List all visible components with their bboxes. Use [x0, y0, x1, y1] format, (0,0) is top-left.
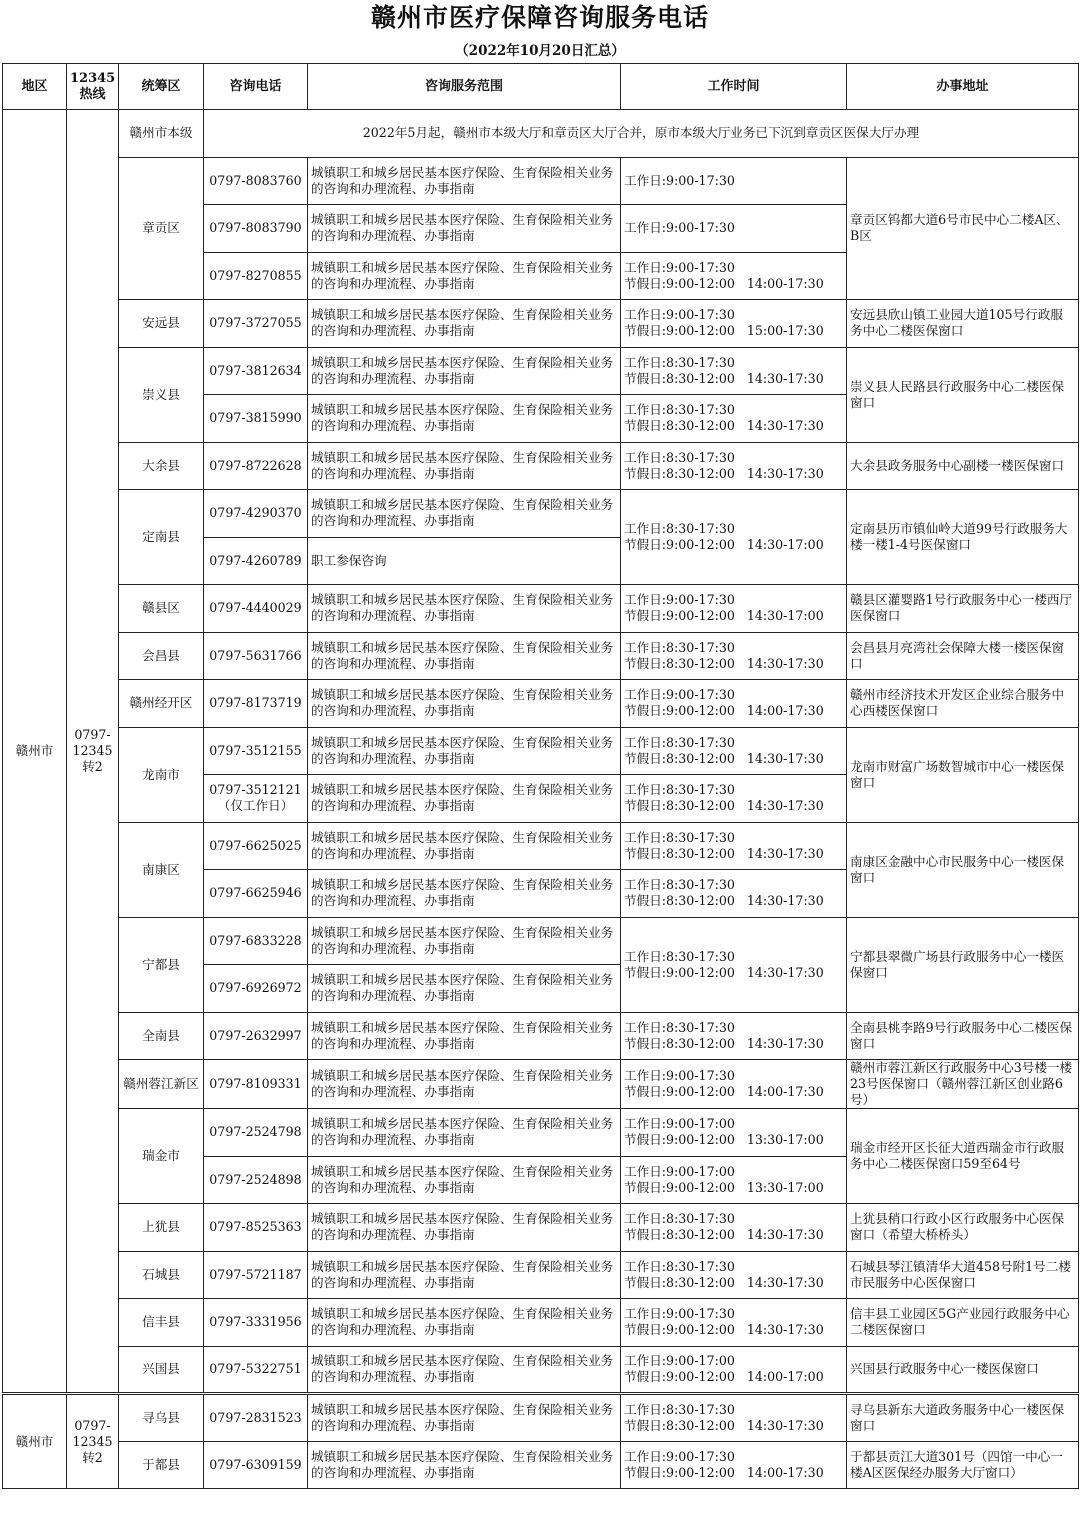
phone-number[interactable]: 0797-3331956	[204, 1299, 308, 1347]
service-scope: 城镇职工和城乡居民基本医疗保险、生育保险相关业务的咨询和办理流程、办事指南	[308, 347, 621, 395]
table-row	[3, 1109, 1079, 1157]
table-row	[3, 727, 1079, 775]
service-scope: 城镇职工和城乡居民基本医疗保险、生育保险相关业务的咨询和办理流程、办事指南	[308, 775, 621, 823]
service-scope: 城镇职工和城乡居民基本医疗保险、生育保险相关业务的咨询和办理流程、办事指南	[308, 252, 621, 300]
table-row	[3, 157, 1079, 205]
table-row	[3, 632, 1079, 680]
header-phone: 咨询电话	[204, 64, 308, 110]
work-hours: 工作日:8:30-17:30 节假日:8:30-12:00 14:30-17:30	[621, 1394, 847, 1442]
service-scope: 城镇职工和城乡居民基本医疗保险、生育保险相关业务的咨询和办理流程、办事指南	[308, 1204, 621, 1252]
office-address: 寻乌县新东大道政务服务中心一楼医保窗口	[847, 1394, 1079, 1442]
service-scope: 城镇职工和城乡居民基本医疗保险、生育保险相关业务的咨询和办理流程、办事指南	[308, 727, 621, 775]
table-header-row	[3, 64, 1079, 110]
work-hours: 工作日:8:30-17:30 节假日:8:30-12:00 14:30-17:30	[621, 632, 847, 680]
service-scope: 城镇职工和城乡居民基本医疗保险、生育保险相关业务的咨询和办理流程、办事指南	[308, 1394, 621, 1442]
phone-number[interactable]: 0797-5721187	[204, 1251, 308, 1299]
table-row	[3, 1441, 1079, 1489]
table-row	[3, 1251, 1079, 1299]
service-scope: 城镇职工和城乡居民基本医疗保险、生育保险相关业务的咨询和办理流程、办事指南	[308, 490, 621, 538]
header-district: 统筹区	[119, 64, 204, 110]
work-hours: 工作日:8:30-17:30 节假日:9:00-12:00 14:30-17:00	[621, 490, 847, 585]
work-hours: 工作日:8:30-17:30 节假日:8:30-12:00 14:30-17:30	[621, 775, 847, 823]
work-hours: 工作日:8:30-17:30 节假日:8:30-12:00 14:30-17:30	[621, 822, 847, 870]
office-address: 安远县欣山镇工业园大道105号行政服务中心二楼医保窗口	[847, 300, 1079, 348]
table-row	[3, 917, 1079, 965]
office-address: 赣县区灌婴路1号行政服务中心一楼西厅医保窗口	[847, 585, 1079, 633]
work-hours: 工作日:8:30-17:30 节假日:8:30-12:00 14:30-17:30	[621, 442, 847, 490]
table-row	[3, 490, 1079, 538]
phone-number[interactable]: 0797-6926972	[204, 965, 308, 1013]
table-row	[3, 1394, 1079, 1442]
district-cell: 兴国县	[119, 1346, 204, 1394]
phone-number[interactable]: 0797-2524798	[204, 1109, 308, 1157]
phone-number[interactable]: 0797-6833228	[204, 917, 308, 965]
table-row	[3, 110, 1079, 158]
district-cell: 全南县	[119, 1012, 204, 1060]
phone-number[interactable]: 0797-8083790	[204, 205, 308, 253]
service-scope: 城镇职工和城乡居民基本医疗保险、生育保险相关业务的咨询和办理流程、办事指南	[308, 157, 621, 205]
header-hours: 工作时间	[621, 64, 847, 110]
service-scope: 城镇职工和城乡居民基本医疗保险、生育保险相关业务的咨询和办理流程、办事指南	[308, 585, 621, 633]
work-hours: 工作日:8:30-17:30 节假日:8:30-12:00 14:30-17:30	[621, 870, 847, 918]
notice-cell: 2022年5月起，赣州市本级大厅和章贡区大厅合并，原市本级大厅业务已下沉到章贡区医保大厅办理	[204, 110, 1079, 158]
phone-number[interactable]: 0797-3727055	[204, 300, 308, 348]
office-address: 兴国县行政服务中心一楼医保窗口	[847, 1346, 1079, 1394]
phone-number[interactable]: 0797-4440029	[204, 585, 308, 633]
table-row	[3, 585, 1079, 633]
region-cell-2: 赣州市	[3, 1394, 67, 1489]
office-address: 石城县琴江镇清华大道458号附1号二楼市民服务中心医保窗口	[847, 1251, 1079, 1299]
service-scope: 城镇职工和城乡居民基本医疗保险、生育保险相关业务的咨询和办理流程、办事指南	[308, 1109, 621, 1157]
work-hours: 工作日:8:30-17:30 节假日:9:00-12:00 14:30-17:30	[621, 917, 847, 1012]
phone-number[interactable]: 0797-2524898	[204, 1156, 308, 1204]
work-hours: 工作日:8:30-17:30 节假日:8:30-12:00 14:30-17:30	[621, 1204, 847, 1252]
district-cell: 大余县	[119, 442, 204, 490]
work-hours: 工作日:9:00-17:30 节假日:9:00-12:00 14:00-17:30	[621, 252, 847, 300]
service-scope: 城镇职工和城乡居民基本医疗保险、生育保险相关业务的咨询和办理流程、办事指南	[308, 442, 621, 490]
office-address: 大余县政务服务中心副楼一楼医保窗口	[847, 442, 1079, 490]
work-hours: 工作日:9:00-17:30 节假日:9:00-12:00 14:30-17:00	[621, 585, 847, 633]
phone-number[interactable]: 0797-3815990	[204, 395, 308, 443]
work-hours: 工作日:9:00-17:30 节假日:9:00-12:00 15:00-17:30	[621, 300, 847, 348]
office-address: 信丰县工业园区5G产业园行政服务中心二楼医保窗口	[847, 1299, 1079, 1347]
office-address: 会昌县月亮湾社会保障大楼一楼医保窗口	[847, 632, 1079, 680]
header-scope: 咨询服务范围	[308, 64, 621, 110]
hotline-cell: 0797-12345转2	[67, 1394, 119, 1489]
service-scope: 城镇职工和城乡居民基本医疗保险、生育保险相关业务的咨询和办理流程、办事指南	[308, 680, 621, 728]
office-address: 赣州市蓉江新区行政服务中心3号楼一楼23号医保窗口（赣州蓉江新区创业路6号）	[847, 1060, 1079, 1109]
district-cell: 信丰县	[119, 1299, 204, 1347]
work-hours: 工作日:9:00-17:30	[621, 157, 847, 205]
phone-number[interactable]: 0797-6625025	[204, 822, 308, 870]
table-row	[3, 822, 1079, 870]
phone-number[interactable]: 0797-3812634	[204, 347, 308, 395]
table-row	[3, 347, 1079, 395]
district-cell: 石城县	[119, 1251, 204, 1299]
work-hours: 工作日:9:00-17:00 节假日:9:00-12:00 14:00-17:00	[621, 1346, 847, 1394]
work-hours: 工作日:8:30-17:30 节假日:8:30-12:00 14:30-17:30	[621, 347, 847, 395]
service-scope: 城镇职工和城乡居民基本医疗保险、生育保险相关业务的咨询和办理流程、办事指南	[308, 205, 621, 253]
phone-number[interactable]: 0797-5631766	[204, 632, 308, 680]
district-cell: 上犹县	[119, 1204, 204, 1252]
office-address: 上犹县稍口行政小区行政服务中心医保窗口（希望大桥桥头）	[847, 1204, 1079, 1252]
work-hours: 工作日:8:30-17:30 节假日:8:30-12:00 14:30-17:30	[621, 1012, 847, 1060]
service-scope: 城镇职工和城乡居民基本医疗保险、生育保险相关业务的咨询和办理流程、办事指南	[308, 965, 621, 1013]
work-hours: 工作日:9:00-17:30 节假日:9:00-12:00 14:30-17:30	[621, 1299, 847, 1347]
work-hours: 工作日:9:00-17:30 节假日:9:00-12:00 14:00-17:30	[621, 680, 847, 728]
phone-number[interactable]: 0797-8083760	[204, 157, 308, 205]
phone-number[interactable]: 0797-6625946	[204, 870, 308, 918]
phone-number[interactable]: 0797-2831523	[204, 1394, 308, 1442]
phone-number[interactable]: 0797-8270855	[204, 252, 308, 300]
service-scope: 城镇职工和城乡居民基本医疗保险、生育保险相关业务的咨询和办理流程、办事指南	[308, 1346, 621, 1394]
service-scope: 城镇职工和城乡居民基本医疗保险、生育保险相关业务的咨询和办理流程、办事指南	[308, 870, 621, 918]
phone-number[interactable]: 0797-3512121 （仅工作日）	[204, 775, 308, 823]
office-address: 于都县贡江大道301号（四馆一中心一楼A区医保经办服务大厅窗口）	[847, 1441, 1079, 1489]
phone-number[interactable]: 0797-8722628	[204, 442, 308, 490]
table-row	[3, 442, 1079, 490]
table-row	[3, 1060, 1079, 1109]
service-scope: 城镇职工和城乡居民基本医疗保险、生育保险相关业务的咨询和办理流程、办事指南	[308, 1060, 621, 1109]
page-title: 赣州市医疗保障咨询服务电话	[370, 3, 709, 32]
work-hours: 工作日:9:00-17:00 节假日:9:00-12:00 13:30-17:00	[621, 1156, 847, 1204]
district-cell: 赣州市本级	[119, 110, 204, 158]
phone-number[interactable]: 0797-8109331	[204, 1060, 308, 1109]
district-cell: 会昌县	[119, 632, 204, 680]
service-scope: 城镇职工和城乡居民基本医疗保险、生育保险相关业务的咨询和办理流程、办事指南	[308, 632, 621, 680]
work-hours: 工作日:9:00-17:30 节假日:9:00-12:00 14:00-17:30	[621, 1441, 847, 1489]
district-cell: 安远县	[119, 300, 204, 348]
service-scope: 城镇职工和城乡居民基本医疗保险、生育保险相关业务的咨询和办理流程、办事指南	[308, 1012, 621, 1060]
contact-table	[2, 63, 1079, 1489]
office-address: 瑞金市经开区长征大道西瑞金市行政服务中心二楼医保窗口59至64号	[847, 1109, 1079, 1204]
office-address: 南康区金融中心市民服务中心一楼医保窗口	[847, 822, 1079, 917]
service-scope: 城镇职工和城乡居民基本医疗保险、生育保险相关业务的咨询和办理流程、办事指南	[308, 1441, 621, 1489]
service-scope: 城镇职工和城乡居民基本医疗保险、生育保险相关业务的咨询和办理流程、办事指南	[308, 917, 621, 965]
district-cell: 寻乌县	[119, 1394, 204, 1442]
district-cell: 章贡区	[119, 157, 204, 300]
office-address: 定南县历市镇仙岭大道99号行政服务大楼一楼1-4号医保窗口	[847, 490, 1079, 585]
service-scope: 城镇职工和城乡居民基本医疗保险、生育保险相关业务的咨询和办理流程、办事指南	[308, 1156, 621, 1204]
district-cell: 龙南市	[119, 727, 204, 822]
work-hours: 工作日:8:30-17:30 节假日:8:30-12:00 14:30-17:30	[621, 395, 847, 443]
region-cell-1: 赣州市	[3, 110, 67, 1394]
district-cell: 赣县区	[119, 585, 204, 633]
office-address: 章贡区钨都大道6号市民中心二楼A区、B区	[847, 157, 1079, 300]
service-scope: 城镇职工和城乡居民基本医疗保险、生育保险相关业务的咨询和办理流程、办事指南	[308, 300, 621, 348]
table-row	[3, 1012, 1079, 1060]
work-hours: 工作日:8:30-17:30 节假日:8:30-12:00 14:30-17:30	[621, 1251, 847, 1299]
district-cell: 崇义县	[119, 347, 204, 442]
district-cell: 于都县	[119, 1441, 204, 1489]
page-subtitle: （2022年10月20日汇总）	[455, 43, 625, 59]
office-address: 崇义县人民路县行政服务中心二楼医保窗口	[847, 347, 1079, 442]
phone-number[interactable]: 0797-3512155	[204, 727, 308, 775]
office-address: 龙南市财富广场数智城市中心一楼医保窗口	[847, 727, 1079, 822]
header-region: 地区	[3, 64, 67, 110]
phone-number[interactable]: 0797-4290370	[204, 490, 308, 538]
hotline-cell: 0797-12345转2	[67, 110, 119, 1394]
district-cell: 宁都县	[119, 917, 204, 1012]
work-hours: 工作日:9:00-17:30 节假日:9:00-12:00 14:00-17:30	[621, 1060, 847, 1109]
service-scope: 城镇职工和城乡居民基本医疗保险、生育保险相关业务的咨询和办理流程、办事指南	[308, 822, 621, 870]
table-row	[3, 680, 1079, 728]
work-hours: 工作日:9:00-17:30	[621, 205, 847, 253]
phone-number[interactable]: 0797-8173719	[204, 680, 308, 728]
service-scope: 城镇职工和城乡居民基本医疗保险、生育保险相关业务的咨询和办理流程、办事指南	[308, 1251, 621, 1299]
phone-number[interactable]: 0797-8525363	[204, 1204, 308, 1252]
office-address: 赣州市经济技术开发区企业综合服务中心西楼医保窗口	[847, 680, 1079, 728]
phone-number[interactable]: 0797-6309159	[204, 1441, 308, 1489]
district-cell: 瑞金市	[119, 1109, 204, 1204]
district-cell: 赣州蓉江新区	[119, 1060, 204, 1109]
work-hours: 工作日:8:30-17:30 节假日:8:30-12:00 14:30-17:30	[621, 727, 847, 775]
table-row	[3, 1204, 1079, 1252]
service-scope: 职工参保咨询	[308, 537, 621, 585]
district-cell: 南康区	[119, 822, 204, 917]
office-address: 全南县桃李路9号行政服务中心二楼医保窗口	[847, 1012, 1079, 1060]
table-row	[3, 1299, 1079, 1347]
work-hours: 工作日:9:00-17:00 节假日:9:00-12:00 13:30-17:00	[621, 1109, 847, 1157]
service-scope: 城镇职工和城乡居民基本医疗保险、生育保险相关业务的咨询和办理流程、办事指南	[308, 1299, 621, 1347]
header-address: 办事地址	[847, 64, 1079, 110]
phone-number[interactable]: 0797-2632997	[204, 1012, 308, 1060]
district-cell: 定南县	[119, 490, 204, 585]
phone-number[interactable]: 0797-5322751	[204, 1346, 308, 1394]
table-row	[3, 300, 1079, 348]
office-address: 宁都县翠微广场县行政服务中心一楼医保窗口	[847, 917, 1079, 1012]
district-cell: 赣州经开区	[119, 680, 204, 728]
service-scope: 城镇职工和城乡居民基本医疗保险、生育保险相关业务的咨询和办理流程、办事指南	[308, 395, 621, 443]
header-hotline: 12345热线	[67, 64, 119, 110]
phone-number[interactable]: 0797-4260789	[204, 537, 308, 585]
table-row	[3, 1346, 1079, 1394]
